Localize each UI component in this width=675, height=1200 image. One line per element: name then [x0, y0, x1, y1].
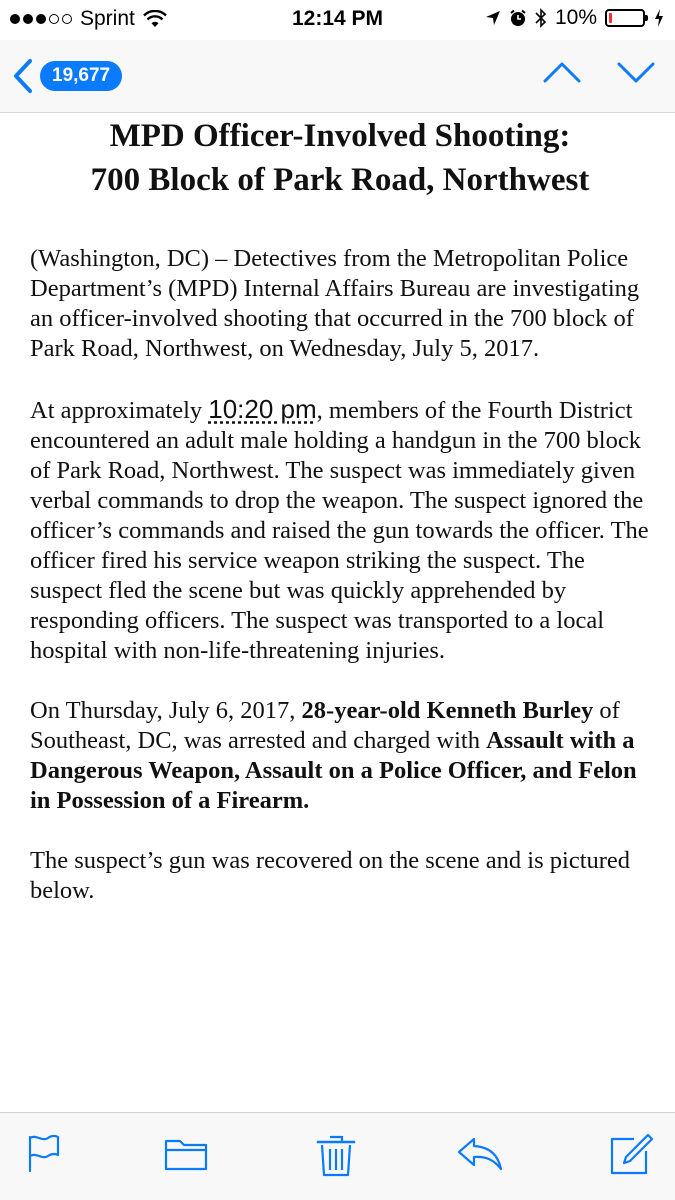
alarm-icon: [509, 9, 527, 27]
title-line-1: MPD Officer-Involved Shooting:: [109, 118, 571, 154]
paragraph-gun: The suspect’s gun was recovered on the scene and is pictured below.: [30, 847, 631, 904]
charging-bolt-icon: [653, 8, 665, 28]
press-release-title: [30, 114, 650, 202]
flag-button[interactable]: [26, 1133, 60, 1173]
back-chevron-icon: [12, 58, 34, 94]
carrier-name: Sprint: [80, 7, 135, 30]
mail-toolbar: [0, 1112, 675, 1200]
flag-icon: [26, 1133, 60, 1173]
arrest-mid-text: of Southeast, DC, was arrested and charged with: [30, 697, 620, 754]
battery-percent: 10%: [554, 6, 597, 29]
paragraph-intro: (Washington, DC) – Detectives from the Metropolitan Police Department’s (MPD) Internal Affairs Bureau are investigating an officer-involved shooting that occurred in the 700 block of Park Road, Northwest, on Wednesday, July 5, 2017.: [30, 245, 640, 362]
compose-icon: [608, 1133, 654, 1177]
message-navigation: [543, 60, 655, 84]
reply-button[interactable]: [456, 1133, 504, 1173]
unread-count-badge: 19,677: [40, 61, 122, 91]
trash-button[interactable]: [316, 1133, 356, 1177]
trash-icon: [316, 1133, 356, 1177]
back-button[interactable]: [12, 58, 122, 94]
battery-icon: [605, 9, 645, 27]
incident-text-start: At approximately: [30, 397, 209, 424]
location-arrow-icon: [485, 10, 501, 26]
suspect-name: 28-year-old Kenneth Burley: [301, 697, 594, 724]
mail-nav-bar: [0, 40, 675, 113]
previous-message-icon[interactable]: [543, 60, 581, 84]
move-to-folder-button[interactable]: [164, 1133, 208, 1173]
paragraph-incident: [30, 394, 650, 666]
status-bar: [0, 0, 675, 40]
folder-icon: [164, 1133, 208, 1173]
title-line-2: 700 Block of Park Road, Northwest: [90, 162, 590, 198]
detected-time-link[interactable]: 10:20 pm: [208, 394, 317, 424]
message-body: [30, 112, 650, 906]
arrest-date-text: On Thursday, July 6, 2017,: [30, 697, 302, 724]
compose-button[interactable]: [608, 1133, 654, 1177]
paragraph-arrest: [30, 696, 650, 816]
status-time: 12:14 PM: [291, 7, 384, 30]
incident-text-rest: , members of the Fourth District encountered an adult male holding a handgun in the 700 block of Park Road, Northwest. The suspect was immediately given verbal commands to drop the weapon. The suspect ignored the officer’s commands and raised the gun towards the officer. The officer fired his service weapon striking the suspect. The suspect fled the scene but was quickly apprehended by responding officers. The suspect was transported to a local hospital with non-life-threatening injuries.: [30, 397, 649, 664]
battery-level: [609, 13, 612, 23]
next-message-icon[interactable]: [617, 60, 655, 84]
reply-icon: [456, 1133, 504, 1173]
bluetooth-icon: [535, 8, 547, 28]
charges-text: Assault with a Dangerous Weapon, Assault on a Police Officer, and Felon in Possession of a Firearm.: [30, 727, 637, 814]
status-right: [485, 6, 665, 30]
